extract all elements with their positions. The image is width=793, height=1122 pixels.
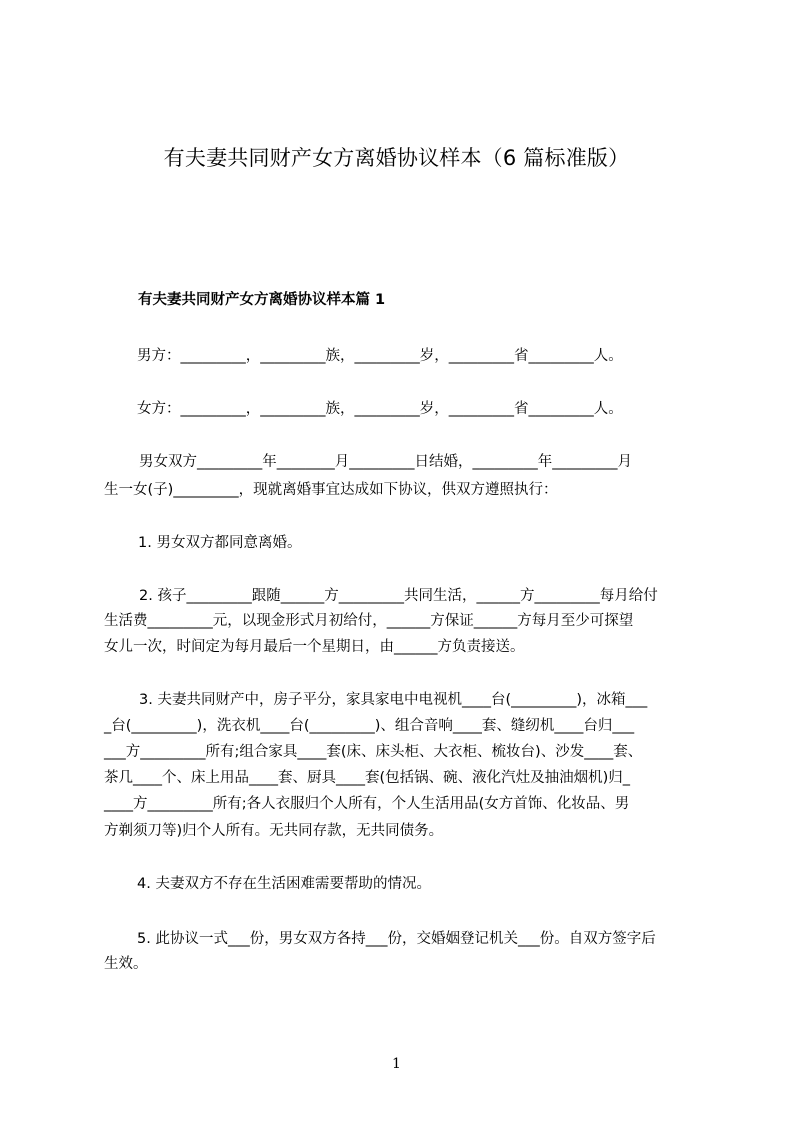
clause-2-line-3: 女儿一次，时间定为每月最后一个星期日，由______方负责接送。 <box>104 639 525 655</box>
clause-2-line-2: 生活费_________元，以现金形式月初给付，______方保证______方每月至少可探望 <box>104 613 634 629</box>
clause-3-line-2: _台(_________)，洗衣机____台(_________)、组合音响____套、缝纫机____台归___ <box>104 718 635 734</box>
clause-3-line-5: ____方_________所有;各人衣服归个人所有，个人生活用品(女方首饰、化妆品、男 <box>104 796 630 812</box>
clause-5-line-2: 生效。 <box>104 956 148 972</box>
page-number: 1 <box>392 1056 401 1072</box>
clause-3-line-3: ___方_________所有;组合家具____套(床、床头柜、大衣柜、梳妆台)、沙发____套、 <box>104 744 643 760</box>
clause-3-line-4: 茶几____个、床上用品____套、厨具____套(包括锅、碗、液化汽灶及抽油烟机)归_ <box>104 770 631 786</box>
marriage-info-line-1: 男女双方_________年________月_________日结婚，_________年_________月 <box>139 454 632 470</box>
clause-2-line-1: 2. 孩子_________跟随______方_________共同生活，______方_________每月给付 <box>139 588 658 604</box>
marriage-info-line-2: 生一女(子)_________，现就离婚事宜达成如下协议，供双方遵照执行： <box>104 482 558 498</box>
document-title: 有夫妻共同财产女方离婚协议样本（6 篇标准版） <box>163 146 630 170</box>
section-heading: 有夫妻共同财产女方离婚协议样本篇 1 <box>138 292 386 308</box>
clause-4: 4. 夫妻双方不存在生活困难需要帮助的情况。 <box>137 876 431 892</box>
clause-1: 1. 男女双方都同意离婚。 <box>138 535 302 551</box>
clause-3-line-6: 方剃须刀等)归个人所有。无共同存款，无共同债务。 <box>104 823 444 839</box>
clause-3-line-1: 3. 夫妻共同财产中，房子平分，家具家电中电视机____台(_________)，冰箱___ <box>139 692 648 708</box>
female-info-line: 女方：_________，_________族，_________岁，_________省_________人。 <box>137 401 623 417</box>
male-info-line: 男方：_________，_________族，_________岁，_________省_________人。 <box>137 348 623 364</box>
clause-5-line-1: 5. 此协议一式___份，男女双方各持___份，交婚姻登记机关___份。自双方签字后 <box>137 931 656 947</box>
